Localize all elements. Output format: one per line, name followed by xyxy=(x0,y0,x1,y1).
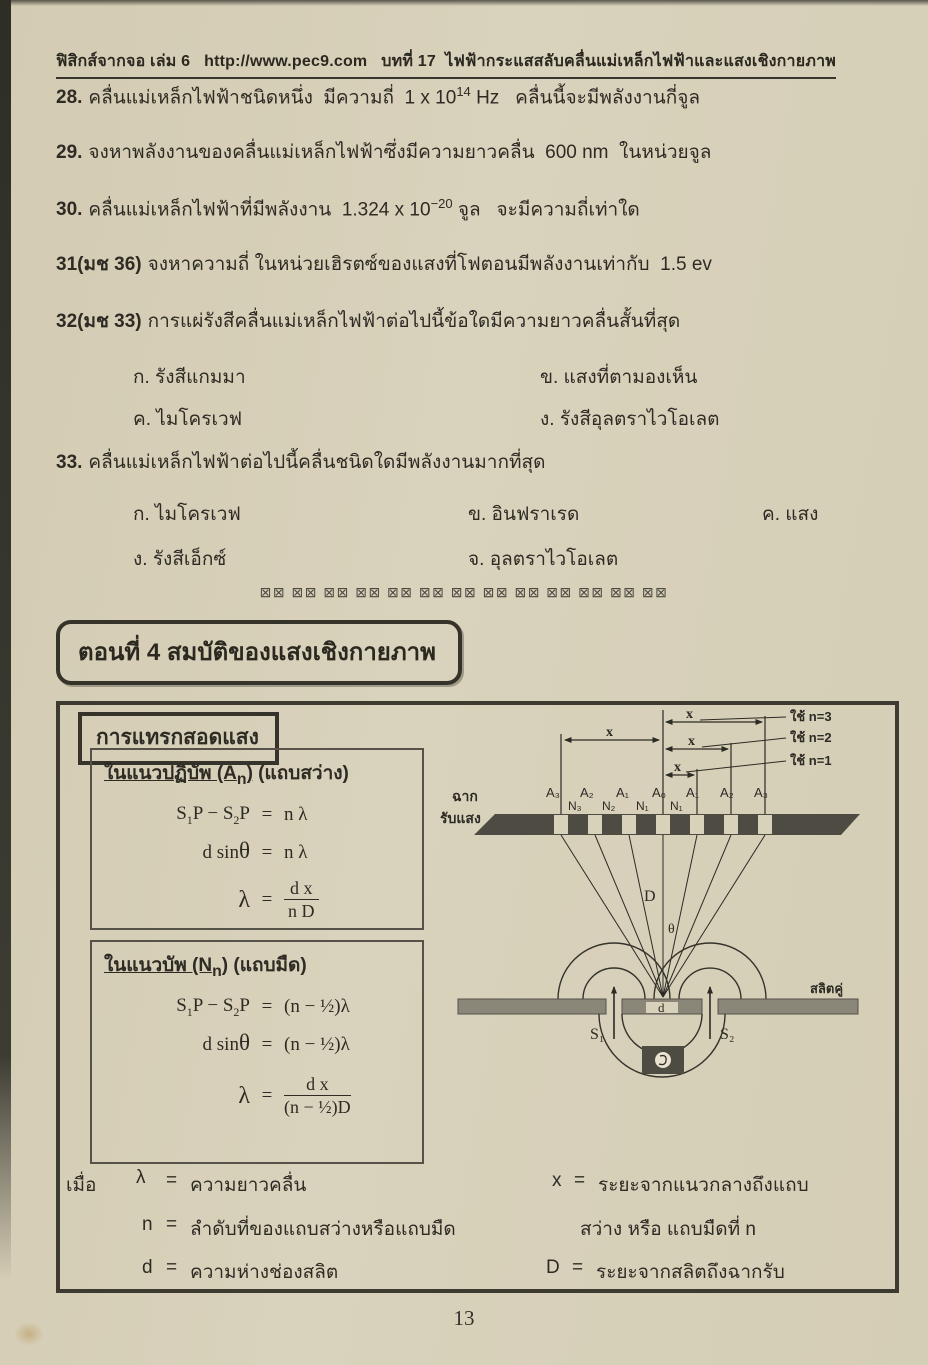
equals-sign: = xyxy=(261,996,273,1018)
svg-text:N₂: N₂ xyxy=(602,799,616,813)
x-definition: ระยะจากแนวกลางถึงแถบ xyxy=(598,1175,809,1196)
x-label-n1: x xyxy=(674,760,681,775)
question-30-text-after: จูล จะมีความถี่เท่าใด xyxy=(452,199,640,221)
s2-label: S₂ xyxy=(720,1026,735,1043)
svg-text:A₃: A₃ xyxy=(754,785,768,800)
distance-D-label: D xyxy=(644,888,656,905)
q32-option-c: ค. ไมโครเวฟ xyxy=(133,409,243,430)
topic-label: การแทรกสอดแสง xyxy=(78,712,279,765)
use-n3-label: ใช้ n=3 xyxy=(790,709,832,724)
eq-lhs: d sinθ xyxy=(202,837,250,863)
x-label-left: x xyxy=(606,725,613,740)
d-symbol: d xyxy=(142,1257,153,1278)
node-eq-lambda: λ = $\frac{\text{d x}}{\text{(n − ½)D}}$ xyxy=(92,1074,422,1118)
q33-option-d: ง. รังสีเอ็กซ์ xyxy=(133,549,227,570)
q32-option-b: ข. แสงที่ตามองเห็น xyxy=(540,367,698,388)
q33-option-c: ค. แสง xyxy=(762,504,819,525)
fraction xyxy=(284,1074,422,1118)
node-labels xyxy=(568,799,683,813)
page-header: ฟิสิกส์จากจอ เล่ม 6 http://www.pec9.com บทที่ 17 ไฟฟ้ากระแสสลับคลื่นแม่เหล็กไฟฟ้าและแสงเชิงกายภาพ xyxy=(56,49,836,79)
node-formula-box xyxy=(90,940,424,1164)
when-label: เมื่อ xyxy=(66,1175,97,1196)
question-31-number: 31(มช 36) xyxy=(56,254,142,275)
question-33-text: คลื่นแม่เหล็กไฟฟ้าต่อไปนี้คลื่นชนิดใดมีพลังงานมากที่สุด xyxy=(88,452,546,473)
question-30-number: 30. xyxy=(56,199,83,221)
question-30-text: คลื่นแม่เหล็กไฟฟ้าที่มีพลังงาน 1.324 x 10 xyxy=(88,199,431,221)
scan-edge-top xyxy=(0,0,928,6)
x-definition-continued: สว่าง หรือ แถบมืดที่ n xyxy=(580,1219,756,1240)
question-32 xyxy=(56,310,680,334)
theta-label: θ xyxy=(668,922,675,937)
eq-lhs: d sinθ xyxy=(202,1029,250,1055)
antinode-formula-box xyxy=(90,748,424,930)
eq-rhs: n λ xyxy=(284,841,308,863)
question-30 xyxy=(56,196,640,222)
antinode-eq-lambda: λ = $\frac{\text{d x}}{\text{n D}}$ xyxy=(92,878,422,922)
fraction-denominator: n D xyxy=(288,901,315,922)
equals-sign: = xyxy=(166,1170,178,1191)
eq-lhs: $S_1P - S_2P$ xyxy=(176,994,250,1019)
x-symbol: x xyxy=(552,1170,562,1191)
lambda-symbol: λ xyxy=(136,1167,146,1188)
question-28-number: 28. xyxy=(56,87,83,109)
double-slit-label: สลิตคู่ xyxy=(810,981,844,996)
D-symbol: D xyxy=(546,1257,560,1278)
fraction xyxy=(284,878,422,922)
svg-text:N₃: N₃ xyxy=(568,799,582,813)
title-text: ในแนวบัพ (N xyxy=(104,955,213,976)
exponent: 14 xyxy=(456,84,471,99)
fraction-denominator: (n − ½)D xyxy=(284,1097,351,1118)
title-text: ในแนวปฏิบัพ (A xyxy=(104,763,237,784)
scan-edge-left xyxy=(0,0,11,1320)
svg-text:A₁: A₁ xyxy=(616,785,630,800)
equals-sign: = xyxy=(261,841,273,863)
subscript-n: n xyxy=(236,770,247,788)
question-32-number: 32(มช 33) xyxy=(56,311,142,332)
question-28 xyxy=(56,84,700,110)
interference-panel xyxy=(56,701,899,1293)
question-31 xyxy=(56,253,712,277)
antinode-eq-path-difference xyxy=(92,803,422,828)
question-29-text: จงหาพลังงานของคลื่นแม่เหล็กไฟฟ้าซึ่งมีความยาวคลื่น 600 nm ในหน่วยจูล xyxy=(88,142,712,163)
s1-label: S₁ xyxy=(590,1026,605,1043)
equals-sign: = xyxy=(572,1257,584,1278)
eq-rhs: (n − ½)λ xyxy=(284,996,350,1018)
question-32-text: การแผ่รังสีคลื่นแม่เหล็กไฟฟ้าต่อไปนี้ข้อใดมีความยาวคลื่นสั้นที่สุด xyxy=(147,311,681,332)
fraction-numerator: d x xyxy=(284,878,319,901)
d-definition: ความห่างช่องสลิต xyxy=(190,1262,339,1283)
question-33-number: 33. xyxy=(56,452,83,473)
fraction-numerator: d x xyxy=(284,1074,351,1097)
equals-sign: = xyxy=(261,804,273,826)
theta-symbol: θ xyxy=(238,1029,250,1055)
node-eq-path-difference xyxy=(92,995,422,1020)
eq-rhs: n λ xyxy=(284,804,308,826)
question-33 xyxy=(56,451,545,475)
q32-option-a: ก. รังสีแกมมา xyxy=(133,367,246,388)
antinode-eq-dsintheta xyxy=(92,837,422,864)
slit-separation-d-label: d xyxy=(658,1000,665,1015)
leader-lines xyxy=(686,717,786,772)
svg-text:A₃: A₃ xyxy=(546,785,560,800)
title-suffix: (แถบสว่าง) xyxy=(252,763,349,784)
D-definition: ระยะจากสลิตถึงฉากรับ xyxy=(596,1262,785,1283)
antinode-labels xyxy=(546,785,768,800)
equals-sign: = xyxy=(166,1214,178,1235)
exponent: −20 xyxy=(430,196,453,211)
question-29-number: 29. xyxy=(56,142,83,163)
theta-symbol: θ xyxy=(238,837,250,863)
use-n2-label: ใช้ n=2 xyxy=(790,730,832,745)
ornament-divider: ⊠⊠ ⊠⊠ ⊠⊠ ⊠⊠ ⊠⊠ ⊠⊠ ⊠⊠ ⊠⊠ ⊠⊠ ⊠⊠ ⊠⊠ ⊠⊠ ⊠⊠ xyxy=(259,584,669,600)
q33-option-a: ก. ไมโครเวฟ xyxy=(133,504,241,525)
title-suffix: (แถบมืด) xyxy=(228,955,307,976)
lambda-definition: ความยาวคลื่น xyxy=(190,1175,307,1196)
page-number: 13 xyxy=(453,1306,475,1330)
eq-rhs: (n − ½)λ xyxy=(284,1033,350,1055)
n-symbol: n xyxy=(142,1214,153,1235)
q33-option-b: ข. อินฟราเรด xyxy=(468,504,580,525)
interference-diagram xyxy=(438,705,896,1187)
section-title: ตอนที่ 4 สมบัติของแสงเชิงกายภาพ xyxy=(56,620,462,685)
question-29 xyxy=(56,141,711,165)
eq-lhs: $S_1P - S_2P$ xyxy=(176,802,250,827)
question-31-text: จงหาความถี่ ในหน่วยเฮิรตซ์ของแสงที่โฟตอนมีพลังงานเท่ากับ 1.5 ev xyxy=(147,254,712,275)
screen-label-line1: ฉาก xyxy=(452,788,478,804)
light-source xyxy=(642,1046,684,1074)
question-28-text: คลื่นแม่เหล็กไฟฟ้าชนิดหนึ่ง มีความถี่ 1 x 10 xyxy=(88,87,457,109)
svg-text:A₂: A₂ xyxy=(580,785,594,800)
q33-option-e: จ. อุลตราไวโอเลต xyxy=(468,549,619,570)
svg-text:A₂: A₂ xyxy=(720,785,734,800)
equals-sign: = xyxy=(166,1257,178,1278)
use-n1-label: ใช้ n=1 xyxy=(790,753,832,768)
question-28-text-after: Hz คลื่นนี้จะมีพลังงานกี่จูล xyxy=(470,87,700,109)
title-text: ) xyxy=(246,763,253,784)
equals-sign: = xyxy=(261,888,273,910)
svg-text:N₁: N₁ xyxy=(636,799,649,813)
svg-text:A₁: A₁ xyxy=(686,785,700,800)
n-definition: ลำดับที่ของแถบสว่างหรือแถบมืด xyxy=(190,1219,456,1240)
q32-option-d: ง. รังสีอุลตราไวโอเลต xyxy=(540,409,720,430)
node-title xyxy=(104,950,422,981)
x-label-n2: x xyxy=(688,734,695,749)
svg-text:A₀: A₀ xyxy=(652,785,667,800)
svg-text:N₁: N₁ xyxy=(670,799,683,813)
equals-sign: = xyxy=(574,1170,586,1191)
x-label-n3: x xyxy=(686,707,693,722)
title-text: ) xyxy=(221,955,229,976)
equals-sign: = xyxy=(261,1033,273,1055)
screen-label-line2: รับแสง xyxy=(440,810,481,826)
node-eq-dsintheta xyxy=(92,1029,422,1056)
subscript-n: n xyxy=(212,962,222,980)
screen-bar xyxy=(474,814,860,835)
equals-sign: = xyxy=(261,1084,273,1106)
antinode-title xyxy=(104,758,422,789)
